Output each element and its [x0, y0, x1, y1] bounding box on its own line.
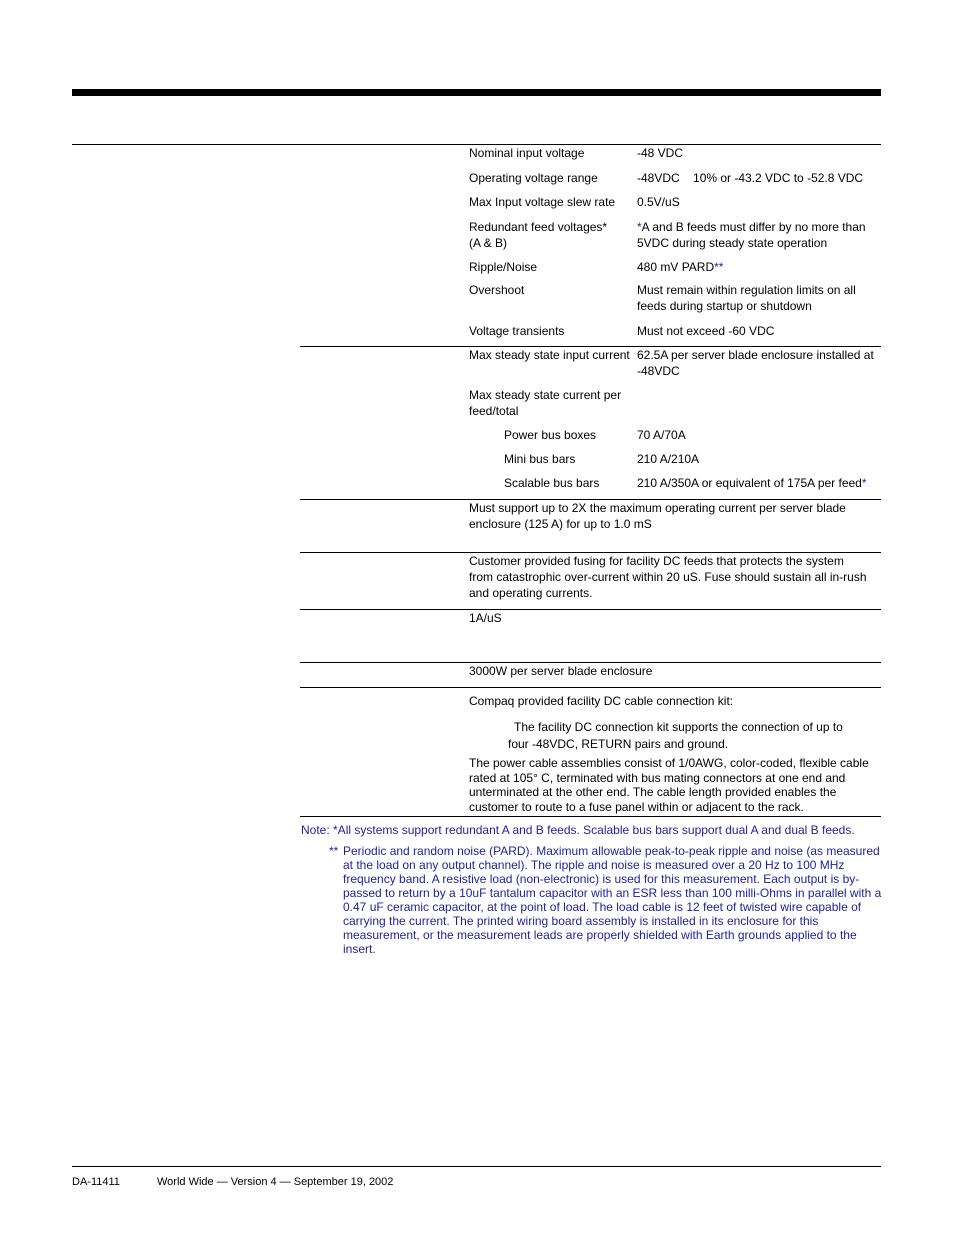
spec-label: Max Input voltage slew rate [469, 195, 616, 209]
cable-kit-text: Compaq provided facility DC cable connection kit: [469, 694, 734, 708]
spec-label: Nominal input voltage [469, 146, 585, 160]
spec-value: 210 A/350A or equivalent of 175A per feed* [637, 476, 867, 490]
header-rule [72, 89, 881, 96]
power-text: 3000W per server blade enclosure [469, 664, 653, 678]
cable-assembly-text: The power cable assemblies consist of 1/0AWG, color-coded, flexible cable rated at 105° C, terminated with bus mating connectors at one end and unterminated at the other end. The cable length provided enables the customer to route to a fuse panel within or adjacent to the rack. [469, 756, 869, 814]
note-feeds: Note: *All systems support redundant A and B feeds. Scalable bus bars support dual A and dual B feeds. [301, 823, 855, 837]
spec-label: Voltage transients [469, 324, 565, 338]
spec-value: 0.5V/uS [637, 195, 680, 209]
spec-sublabel: Scalable bus bars [504, 476, 600, 490]
spec-value: 70 A/70A [637, 428, 686, 442]
spec-value: *A and B feeds must differ by no more than 5VDC during steady state operation [637, 220, 866, 250]
footnote-marker: ** [329, 844, 339, 858]
spec-label: Operating voltage range [469, 171, 598, 185]
document-id: DA-11411 [72, 1176, 120, 1188]
spec-value: Must remain within regulation limits on all feeds during startup or shutdown [637, 283, 856, 313]
footnote-marker: * [637, 220, 642, 234]
spec-value: -48 VDC [637, 146, 684, 160]
note-pard: Periodic and random noise (PARD). Maximum allowable peak-to-peak ripple and noise (as measured at the load on any output channel). The ripple and noise is measured over a 20 Hz to 100 MHz frequency band. A resistive load (non-electronic) is used for this measurement. Each output is by-passed to return by a 10uF tantalum capacitor with an ESR less than 100 milli-Ohms in parallel with a 0.47 uF ceramic capacitor, at the point of load. The load cable is 12 feet of twisted wire capable of carrying the current. The printed wiring board assembly is installed in its enclosure for this measurement, or the measurement leads are properly shielded with Earth grounds applied to the insert. [343, 844, 882, 956]
spec-sublabel: Mini bus bars [504, 452, 576, 466]
footnote-marker: * [861, 476, 867, 490]
spec-label: Max steady state input current [469, 348, 630, 362]
slew-text: 1A/uS [469, 611, 502, 625]
cable-kit-description: The facility DC connection kit supports the connection of up to four -48VDC, RETURN pairs and ground. [508, 720, 843, 751]
spec-label: Max steady state current per feed/total [469, 388, 622, 418]
spec-label: Overshoot [469, 283, 525, 297]
spec-value: 62.5A per server blade enclosure installed at -48VDC [637, 348, 874, 378]
spec-sublabel: Power bus boxes [504, 428, 597, 442]
section-rule [300, 609, 881, 610]
spec-label: Ripple/Noise [469, 260, 538, 274]
section-rule [300, 816, 881, 817]
spec-value: 480 mV PARD** [637, 260, 724, 274]
spec-value: 210 A/210A [637, 452, 700, 466]
spec-value: Must not exceed -60 VDC [637, 324, 775, 338]
fusing-text: Customer provided fusing for facility DC feeds that protects the system from catastrophic over-current within 20 uS. Fuse should sustain all in-rush and operating currents. [469, 554, 867, 600]
inrush-text: Must support up to 2X the maximum operating current per server blade enclosure (125 A) for up to 1.0 mS [469, 501, 846, 531]
footer-rule [72, 1166, 881, 1167]
section-rule [300, 687, 881, 688]
document-version: World Wide — Version 4 — September 19, 2002 [157, 1176, 394, 1188]
spec-label: (A & B) [469, 236, 508, 250]
spec-label: Redundant feed voltages* [469, 220, 608, 234]
footnote-marker: ** [714, 260, 724, 274]
spec-value: -48VDC 10% or -43.2 VDC to -52.8 VDC [637, 171, 864, 185]
